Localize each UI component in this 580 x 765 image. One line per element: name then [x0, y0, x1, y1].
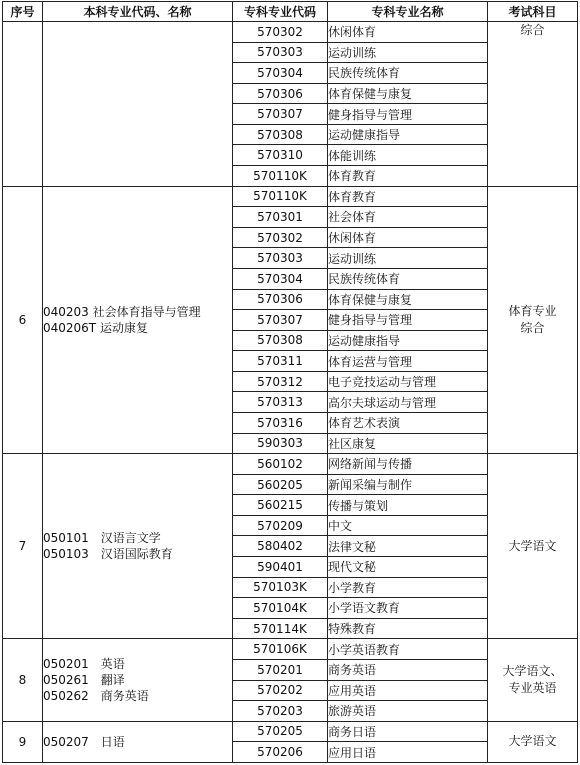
- undergrad-major-cell: [43, 639, 233, 721]
- college-name-cell: 健身指导与管理: [328, 104, 488, 125]
- college-name-cell: 体育保健与康复: [328, 289, 488, 310]
- college-name-cell: 新闻采编与制作: [328, 474, 488, 495]
- college-code-cell: 570303: [233, 248, 328, 269]
- undergrad-major-cell: [43, 22, 233, 187]
- college-code-cell: 560102: [233, 454, 328, 475]
- college-code-cell: 570110K: [233, 166, 328, 187]
- table-row: [3, 721, 578, 742]
- college-code-cell: 570104K: [233, 598, 328, 619]
- seq-cell: [3, 22, 43, 187]
- college-name-cell: 民族传统体育: [328, 63, 488, 84]
- college-code-cell: 570316: [233, 412, 328, 433]
- college-name-cell: 商务日语: [328, 721, 488, 742]
- undergrad-major-cell: [43, 186, 233, 454]
- college-code-cell: 570301: [233, 207, 328, 228]
- college-name-cell: 旅游英语: [328, 701, 488, 722]
- seq-cell: 6: [3, 186, 43, 454]
- college-name-cell: 休闲体育: [328, 22, 488, 43]
- college-code-cell: 570203: [233, 701, 328, 722]
- college-name-cell: 现代文秘: [328, 557, 488, 578]
- college-name-cell: 运动训练: [328, 248, 488, 269]
- table-header: [3, 2, 578, 22]
- college-name-cell: 特殊教育: [328, 618, 488, 639]
- table-row: [3, 454, 578, 475]
- college-code-cell: 570201: [233, 659, 328, 680]
- college-code-cell: 570304: [233, 268, 328, 289]
- college-name-cell: 体育教育: [328, 186, 488, 207]
- college-name-cell: 体育教育: [328, 166, 488, 187]
- college-code-cell: 590303: [233, 433, 328, 454]
- college-name-cell: 运动健康指导: [328, 330, 488, 351]
- college-code-cell: 570306: [233, 289, 328, 310]
- seq-cell: 8: [3, 639, 43, 721]
- college-code-cell: 570311: [233, 351, 328, 372]
- college-code-cell: 570307: [233, 310, 328, 331]
- college-code-cell: 570202: [233, 680, 328, 701]
- college-code-cell: 570310: [233, 145, 328, 166]
- college-code-cell: 570312: [233, 371, 328, 392]
- table-row: [3, 186, 578, 207]
- exam-subject-cell: 大学语文、 专业英语: [488, 639, 578, 721]
- undergrad-major-cell: [43, 721, 233, 762]
- college-name-cell: 商务英语: [328, 659, 488, 680]
- table-row: [3, 22, 578, 43]
- college-name-cell: 应用英语: [328, 680, 488, 701]
- undergrad-major-item: 050207 日语: [43, 734, 125, 749]
- college-code-cell: 570114K: [233, 618, 328, 639]
- college-code-cell: 570205: [233, 721, 328, 742]
- undergrad-major-item: 050201 英语: [43, 657, 125, 671]
- table-body: [3, 22, 578, 763]
- college-name-cell: 应用日语: [328, 742, 488, 763]
- header-exam-subject: 考试科目: [488, 2, 578, 22]
- college-code-cell: 570308: [233, 124, 328, 145]
- college-name-cell: 社区康复: [328, 433, 488, 454]
- college-code-cell: 570308: [233, 330, 328, 351]
- table-row: [3, 639, 578, 660]
- college-name-cell: 高尔夫球运动与管理: [328, 392, 488, 413]
- college-name-cell: 小学英语教育: [328, 639, 488, 660]
- college-name-cell: 网络新闻与传播: [328, 454, 488, 475]
- exam-subject-cell: 综合: [488, 22, 578, 187]
- college-code-cell: 570307: [233, 104, 328, 125]
- college-code-cell: 570110K: [233, 186, 328, 207]
- college-name-cell: 体育运营与管理: [328, 351, 488, 372]
- college-name-cell: 健身指导与管理: [328, 310, 488, 331]
- college-name-cell: 传播与策划: [328, 495, 488, 516]
- college-name-cell: 社会体育: [328, 207, 488, 228]
- college-code-cell: 570303: [233, 42, 328, 63]
- seq-cell: 7: [3, 454, 43, 639]
- college-name-cell: 体能训练: [328, 145, 488, 166]
- undergrad-major-item: 050101 汉语言文学: [43, 531, 161, 546]
- college-name-cell: 休闲体育: [328, 227, 488, 248]
- college-code-cell: 570306: [233, 83, 328, 104]
- college-code-cell: 580402: [233, 536, 328, 557]
- seq-cell: 9: [3, 721, 43, 762]
- college-code-cell: 570209: [233, 515, 328, 536]
- exam-subject-cell: 体育专业 综合: [488, 186, 578, 454]
- college-name-cell: 体育艺术表演: [328, 412, 488, 433]
- header-college-code: 专科专业代码: [233, 2, 328, 22]
- undergrad-major-item: 050103 汉语国际教育: [43, 547, 173, 562]
- undergrad-major-item: 040206T 运动康复: [43, 320, 148, 335]
- college-name-cell: 运动训练: [328, 42, 488, 63]
- college-name-cell: 民族传统体育: [328, 268, 488, 289]
- undergrad-major-item: 040203 社会体育指导与管理: [43, 304, 201, 319]
- college-code-cell: 570304: [233, 63, 328, 84]
- college-code-cell: 590401: [233, 557, 328, 578]
- college-name-cell: 电子竞技运动与管理: [328, 371, 488, 392]
- college-code-cell: 560215: [233, 495, 328, 516]
- college-name-cell: 运动健康指导: [328, 124, 488, 145]
- college-name-cell: 法律文秘: [328, 536, 488, 557]
- college-code-cell: 570302: [233, 227, 328, 248]
- college-code-cell: 560205: [233, 474, 328, 495]
- college-name-cell: 体育保健与康复: [328, 83, 488, 104]
- exam-subject-cell: 大学语文: [488, 721, 578, 762]
- undergrad-major-item: 050262 商务英语: [43, 689, 149, 703]
- header-row: [3, 2, 578, 22]
- college-code-cell: 570206: [233, 742, 328, 763]
- major-exam-table: [2, 1, 578, 763]
- college-code-cell: 570313: [233, 392, 328, 413]
- college-code-cell: 570103K: [233, 577, 328, 598]
- college-name-cell: 中文: [328, 515, 488, 536]
- header-undergrad-major: 本科专业代码、名称: [43, 2, 233, 22]
- exam-subject-cell: 大学语文: [488, 454, 578, 639]
- header-college-name: 专科专业名称: [328, 2, 488, 22]
- college-code-cell: 570302: [233, 22, 328, 43]
- undergrad-major-item: 050261 翻译: [43, 673, 125, 687]
- college-code-cell: 570106K: [233, 639, 328, 660]
- undergrad-major-cell: [43, 454, 233, 639]
- college-name-cell: 小学教育: [328, 577, 488, 598]
- header-seq: 序号: [3, 2, 43, 22]
- college-name-cell: 小学语文教育: [328, 598, 488, 619]
